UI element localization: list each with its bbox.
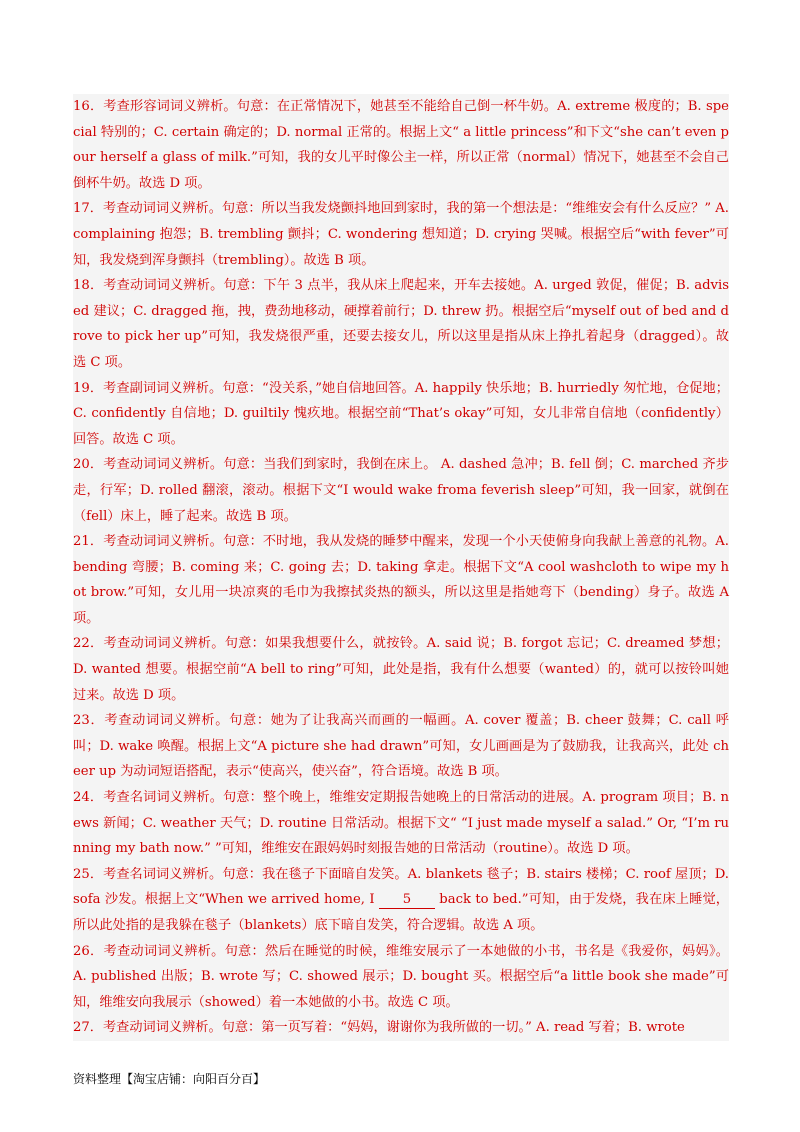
explanation-26: 26．考查动词词义辨析。句意：然后在睡觉的时候，维维安展示了一本她做的小书，书名是《我爱你，妈妈》。A. published 出版；B. wrote 写；C. showed 展示；D. bought 买。根据空后“a little book she made”可知，维维安向我展示（showed）着一本她做的小书。故选 C 项。 <box>73 943 729 1010</box>
explanation-20: 20．考查动词词义辨析。句意：当我们到家时，我倒在床上。 A. dashed 急冲；B. fell 倒；C. marched 齐步走，行军；D. rolled 翻滚，滚动。根据下文“I would wake froma feverish sleep”可知，我一回家，就倒在（fell）床上，睡了起来。故选 B 项。 <box>73 457 729 524</box>
explanation-17: 17．考查动词词义辨析。句意：所以当我发烧颤抖地回到家时，我的第一个想法是：“维维安会有什么反应？” A. complaining 抱怨；B. trembling 颤抖；C. wondering 想知道；D. crying 哭喊。根据空后“with fever”可知，我发烧到浑身颤抖（trembling）。故选 B 项。 <box>73 201 729 268</box>
explanation-25-pre: 25．考查名词词义辨析。句意：我在毯子下面暗自发笑。A. blankets 毯子；B. stairs 楼梯；C. roof 屋顶；D. sofa 沙发。根据上文“When we arrived home, I <box>73 866 729 908</box>
answer-explanations <box>73 94 729 1041</box>
blank-number: 5 <box>379 892 435 909</box>
explanation-24: 24．考查名词词义辨析。句意：整个晚上，维维安定期报告她晚上的日常活动的进展。A. program 项目；B. news 新闻；C. weather 天气；D. routine 日常活动。根据下文“ “I just made myself a salad.” Or, “I’m running my bath now.” ”可知，维维安在跟妈妈时刻报告她的日常活动（routine）。故选 D 项。 <box>73 790 729 857</box>
explanation-19: 19．考查副词词义辨析。句意：“没关系，”她自信地回答。A. happily 快乐地；B. hurriedly 匆忙地，仓促地；C. confidently 自信地；D. guiltily 愧疚地。根据空前“That’s okay”可知，女儿非常自信地（confidently）回答。故选 C 项。 <box>73 380 729 447</box>
explanation-23: 23．考查动词词义辨析。句意：她为了让我高兴而画的一幅画。A. cover 覆盖；B. cheer 鼓舞；C. call 呼叫；D. wake 唤醒。根据上文“A picture she had drawn”可知，女儿画画是为了鼓励我，让我高兴，此处 cheer up 为动词短语搭配，表示“使高兴，使兴奋”，符合语境。故选 B 项。 <box>73 713 729 780</box>
explanation-16: 16．考查形容词词义辨析。句意：在正常情况下，她甚至不能给自己倒一杯牛奶。A. extreme 极度的；B. special 特别的；C. certain 确定的；D. normal 正常的。根据上文“ a little princess”和下文“she can’t even pour herself a glass of milk.”可知，我的女儿平时像公主一样，所以正常（normal）情况下，她甚至不会自己倒杯牛奶。故选 D 项。 <box>73 99 729 191</box>
explanation-25-post: back to bed.”可知，由于发烧，我在床上睡觉，所以此处指的是我躲在毯子（blankets）底下暗自发笑，符合逻辑。故选 A 项。 <box>73 892 729 933</box>
explanation-21: 21．考查动词词义辨析。句意：不时地，我从发烧的睡梦中醒来，发现一个小天使俯身向我献上善意的礼物。A. bending 弯腰；B. coming 来；C. going 去；D. taking 拿走。根据下文“A cool washcloth to wipe my hot brow.”可知，女儿用一块凉爽的毛巾为我擦拭炎热的额头，所以这里是指她弯下（bending）身子。故选 A 项。 <box>73 534 729 626</box>
explanation-27: 27．考查动词词义辨析。句意：第一页写着：“妈妈，谢谢你为我所做的一切。” A. read 写着；B. wrote <box>73 1020 685 1036</box>
explanation-25 <box>73 862 729 939</box>
explanation-22: 22．考查动词词义辨析。句意：如果我想要什么，就按铃。A. said 说；B. forgot 忘记；C. dreamed 梦想；D. wanted 想要。根据空前“A bell to ring”可知，此处是指，我有什么想要（wanted）的，就可以按铃叫她过来。故选 D 项。 <box>73 636 729 703</box>
footer-source: 资料整理【淘宝店铺：向阳百分百】 <box>73 1072 266 1086</box>
explanation-18: 18．考查动词词义辨析。句意：下午 3 点半，我从床上爬起来，开车去接她。A. urged 敦促，催促；B. advised 建议；C. dragged 拖，拽，费劲地移动，硬撑着前行；D. threw 扔。根据空后“myself out of bed and drove to pick her up”可知，我发烧很严重，还要去接女儿，所以这里是指从床上挣扎着起身（dragged）。故选 C 项。 <box>73 278 729 370</box>
